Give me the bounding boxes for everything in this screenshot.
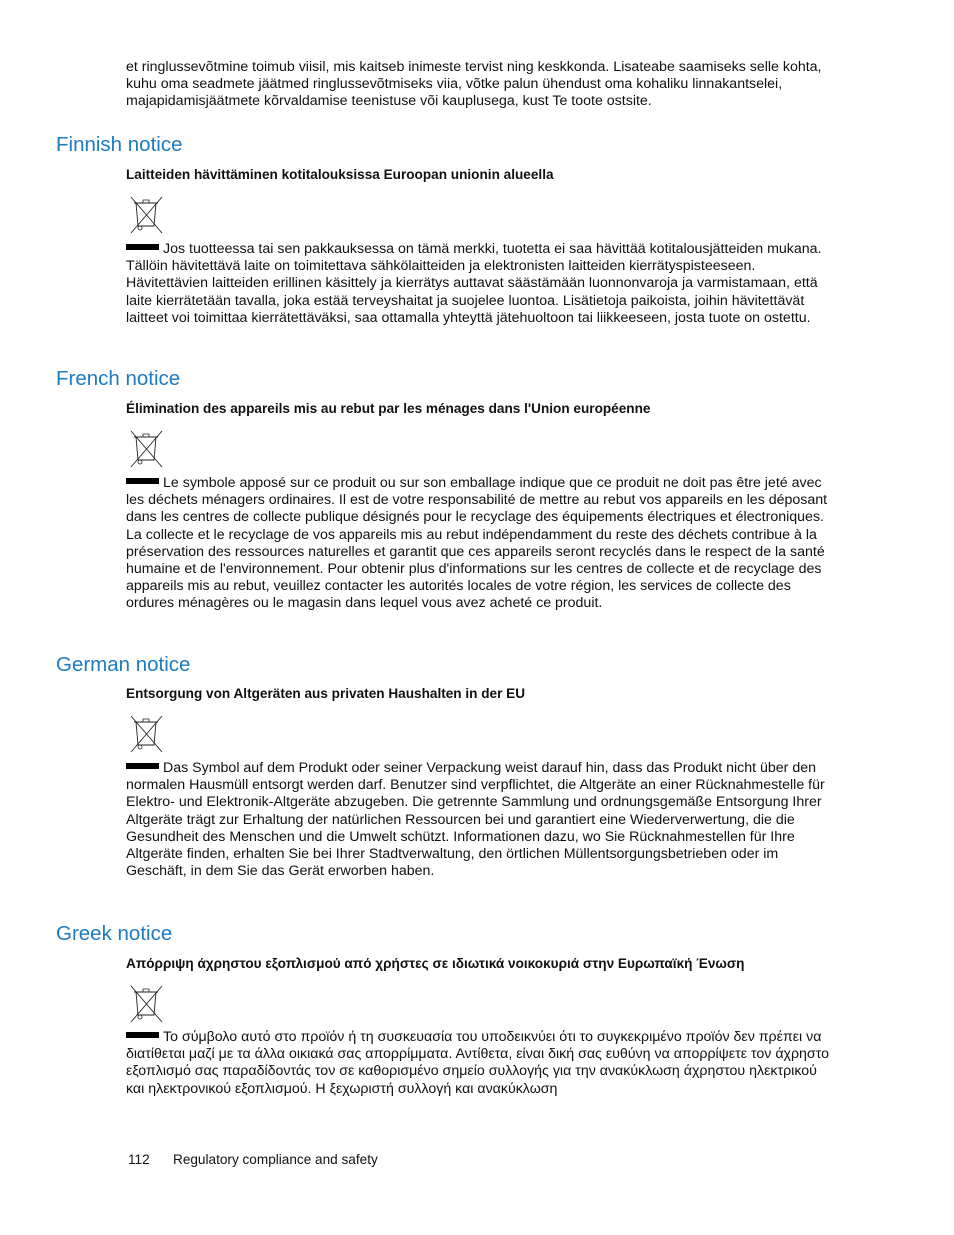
greek-heading: Greek notice (56, 922, 173, 945)
weee-bar-icon (126, 478, 159, 484)
greek-body-text: Το σύμβολο αυτό στο προϊόν ή τη συσκευασία του υποδεικνύει ότι το συγκεκριμένο προϊόν δεν πρέπει να διατίθεται μαζί με τα άλλα οικιακά σας απορρίμματα. Αντίθετα, είναι δική σας ευθύνη να απορρίψετε τον άχρηστο εξοπλισμό σας παραδίδοντάς τον σε καθορισμένο σημείο συλλογής για την ανακύκλωση άχρηστου ηλεκτρικού και ηλεκτρονικού εξοπλισμού. Η ξεχωριστή συλλογή και ανακύκλωση (126, 1029, 829, 1097)
weee-bar-icon (126, 1032, 159, 1038)
greek-body (126, 1029, 831, 1098)
german-subheading: Entsorgung von Altgeräten aus privaten Haushalten in der EU (126, 686, 526, 701)
finnish-subheading: Laitteiden hävittäminen kotitalouksissa Euroopan unionin alueella (126, 167, 554, 182)
weee-bar-icon (126, 763, 159, 769)
german-body (126, 760, 831, 880)
weee-bar-icon (126, 244, 159, 250)
weee-bin-icon (127, 983, 165, 1025)
greek-subheading: Απόρριψη άχρηστου εξοπλισμού από χρήστες σε ιδιωτικά νοικοκυριά στην Ευρωπαϊκή Ένωση (126, 956, 745, 971)
weee-bin-icon (127, 713, 165, 755)
finnish-heading: Finnish notice (56, 133, 183, 156)
page-number: 112 (128, 1152, 150, 1167)
footer-title: Regulatory compliance and safety (173, 1152, 378, 1167)
french-body-text: Le symbole apposé sur ce produit ou sur son emballage indique que ce produit ne doit pas être jeté avec les déchets ménagers ordinaires. Il est de votre responsabilité de mettre au rebut vos appareils en les déposant dans les centres de collecte publique désignés pour le recyclage des équipements électriques et électroniques. La collecte et le recyclage de vos appareils mis au rebut indépendamment du reste des déchets contribue à la préservation des ressources naturelles et garantit que ces appareils seront recyclés dans le respect de la santé humaine et de l'environnement. Pour obtenir plus d'informations sur les centres de collecte et de recyclage des appareils mis au rebut, veuillez contacter les autorités locales de votre région, les services de collecte des ordures ménagères ou le magasin dans lequel vous avez acheté ce produit. (126, 475, 828, 612)
intro-paragraph: et ringlussevõtmine toimub viisil, mis kaitseb inimeste tervist ning keskkonda. Lisateabe saamiseks selle kohta, kuhu oma seadmete jäätmed ringlussevõtmiseks viia, võtke palun ühendust oma kohaliku linnakantselei, majapidamisjäätmete kõrvaldamise teenistuse või kauplusega, kust Te toote ostsite. (126, 59, 822, 110)
french-subheading: Élimination des appareils mis au rebut par les ménages dans l'Union européenne (126, 401, 651, 416)
weee-bin-icon (127, 428, 165, 470)
finnish-body (126, 241, 831, 327)
finnish-body-text: Jos tuotteessa tai sen pakkauksessa on tämä merkki, tuotetta ei saa hävittää kotitalousjätteiden mukana. Tällöin hävitettävä laite on toimitettava sähkölaitteiden ja elektronisten laitteiden kierrätyspisteeseen. Hävitettävien laitteiden erillinen käsittely ja kierrätys auttavat säästämään luonnonvaroja ja varmistamaan, että laite kierrätetään tavalla, joka estää terveyshaitat ja suojelee luontoa. Lisätietoja paikoista, joihin hävitettävät laitteet voi toimittaa kierrätettäväksi, saa ottamalla yhteyttä jätehuoltoon tai liikkeeseen, josta tuote on ostettu. (126, 241, 822, 326)
weee-bin-icon (127, 194, 165, 236)
french-heading: French notice (56, 367, 181, 390)
german-body-text: Das Symbol auf dem Produkt oder seiner Verpackung weist darauf hin, dass das Produkt nicht über den normalen Hausmüll entsorgt werden darf. Benutzer sind verpflichtet, die Altgeräte an einer Rücknahmestelle für Elektro- und Elektronik-Altgeräte abzugeben. Die getrennte Sammlung und ordnungsgemäße Entsorgung Ihrer Altgeräte trägt zur Erhaltung der natürlichen Ressourcen bei und garantiert eine Wiederverwertung, die die Gesundheit des Menschen und die Umwelt schützt. Informationen dazu, wo Sie Rücknahmestellen für Ihre Altgeräte finden, erhalten Sie bei Ihrer Stadtverwaltung, den örtlichen Müllentsorgungsbetrieben oder im Geschäft, in dem Sie das Gerät erworben haben. (126, 760, 825, 880)
french-body (126, 475, 831, 613)
page-footer (128, 1151, 378, 1168)
german-heading: German notice (56, 653, 191, 676)
